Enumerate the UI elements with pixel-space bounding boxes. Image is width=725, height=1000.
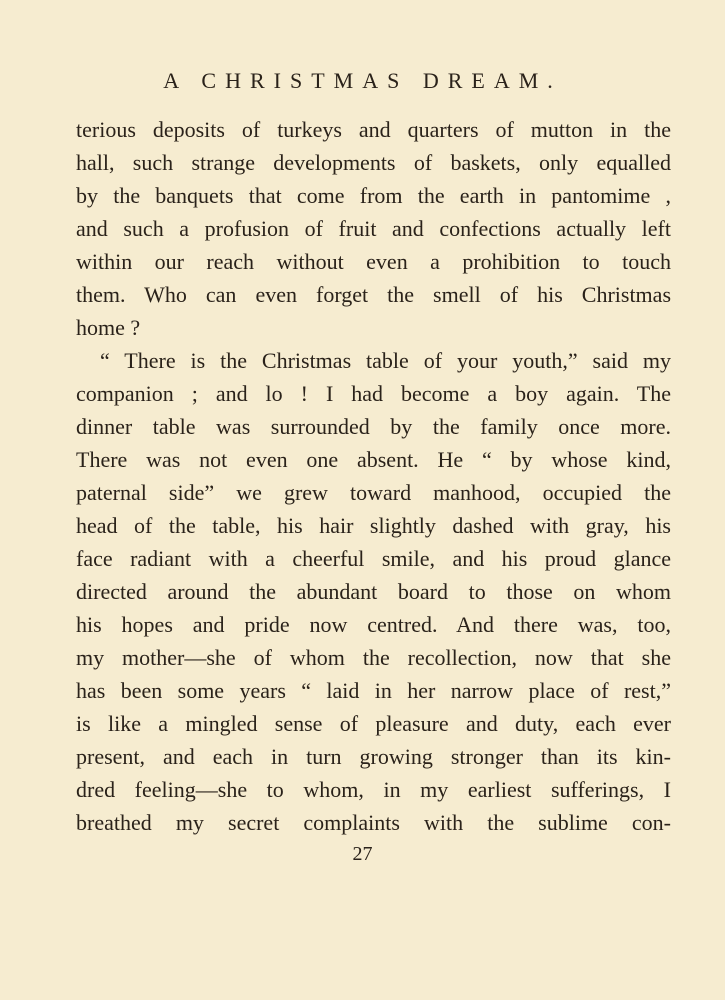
text-line: hall, such strange developments of baskets, only equalled xyxy=(76,150,671,175)
text-line: has been some years “ laid in her narrow place of rest,” xyxy=(76,678,671,703)
text-line: his hopes and pride now centred. And there was, too, xyxy=(76,612,671,637)
text-line: my mother—she of whom the recollection, now that she xyxy=(76,645,671,670)
text-line: by the banquets that come from the earth in pantomime , xyxy=(76,183,671,208)
text-line: paternal side” we grew toward manhood, occupied the xyxy=(76,480,671,505)
text-line: There was not even one absent. He “ by whose kind, xyxy=(76,447,671,472)
text-line: and such a profusion of fruit and confections actually left xyxy=(76,216,671,241)
text-line: face radiant with a cheerful smile, and his proud glance xyxy=(76,546,671,571)
text-line: is like a mingled sense of pleasure and duty, each ever xyxy=(76,711,671,736)
text-line: breathed my secret complaints with the sublime con- xyxy=(76,810,671,835)
text-line: present, and each in turn growing stronger than its kin- xyxy=(76,744,671,769)
text-line: within our reach without even a prohibition to touch xyxy=(76,249,671,274)
text-line: directed around the abundant board to those on whom xyxy=(76,579,671,604)
page-number: 27 xyxy=(352,843,373,865)
text-line: head of the table, his hair slightly dashed with gray, his xyxy=(76,513,671,538)
text-line: dinner table was surrounded by the family once more. xyxy=(76,414,671,439)
running-header: A CHRISTMAS DREAM. xyxy=(163,68,562,93)
text-line: companion ; and lo ! I had become a boy again. The xyxy=(76,381,671,406)
text-line: them. Who can even forget the smell of his Christmas xyxy=(76,282,671,307)
text-line: home ? xyxy=(76,315,141,340)
text-line: dred feeling—she to whom, in my earliest sufferings, I xyxy=(76,777,671,802)
text-line: terious deposits of turkeys and quarters of mutton in the xyxy=(76,117,671,142)
body-text xyxy=(76,113,671,839)
text-line: “ There is the Christmas table of your youth,” said my xyxy=(100,348,671,373)
